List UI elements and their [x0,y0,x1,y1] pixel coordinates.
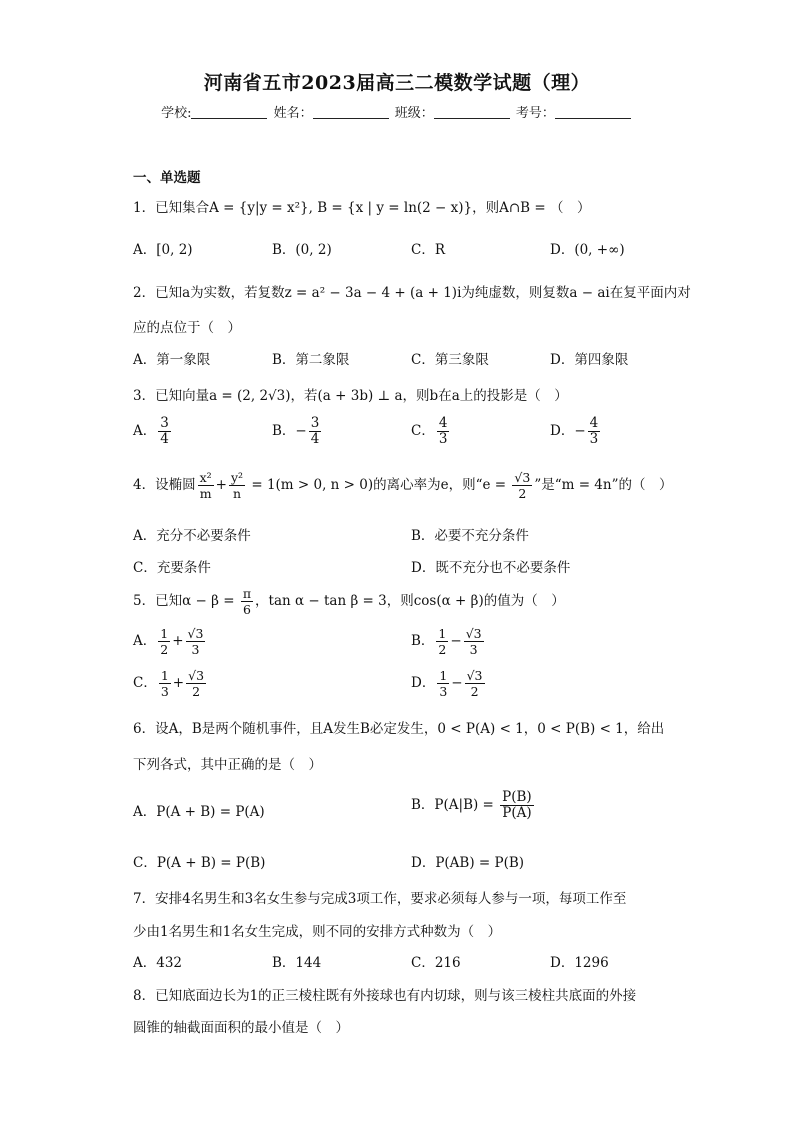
question-6-line-2: 下列各式，其中正确的是（ ） [133,757,322,773]
question-1-option-d: D．(0, +∞) [550,242,625,258]
question-7-option-d: D．1296 [550,955,609,971]
question-7-line-2: 少由1名男生和1名女生完成，则不同的安排方式种数为（ ） [133,924,502,940]
question-4-option-c: C．充要条件 [133,560,211,576]
question-2-line-1: 2．已知a为实数，若复数z = a² − 3a − 4 + (a + 1)i为纯虚数，则复数a − ai在复平面内对 [133,285,691,301]
name-label: 姓名： [273,106,313,121]
question-5-option-a: A． $\frac{1}{2}$ + $\frac{√3}{3}$ [133,626,204,657]
question-5-option-d: D． $\frac{1}{3}$ − $\frac{√3}{2}$ [411,668,483,699]
question-1-option-a: A．[0, 2) [133,242,193,258]
school-blank [191,105,267,119]
question-3-stem: 3．已知向量a = (2, 2√3)，若(a + 3b) ⊥ a，则b在a上的投影是（ ） [133,388,568,404]
number-label: 考号： [515,106,555,121]
page-title: 河南省五市2023届高三二模数学试题（理） [203,72,591,94]
question-3-option-b: B．− $\frac{3}{4}$ [272,415,320,447]
question-1-stem: 1．已知集合A = {y|y = x²}, B = {x | y = ln(2 − x)}，则A∩B = （ ） [133,200,591,216]
question-7-option-b: B．144 [272,955,322,971]
question-6-option-c: C．P(A + B) = P(B) [133,855,266,871]
question-5-stem: 5．已知α − β = $\frac{\pi}{6}$ ，tan α − tan β = 3，则cos(α + β)的值为（ ） [133,586,565,617]
question-1-option-b: B．(0, 2) [272,242,332,258]
question-6-option-a: A．P(A + B) = P(A) [133,804,265,820]
question-3-option-d: D．− $\frac{4}{3}$ [550,415,599,447]
question-4-option-a: A．充分不必要条件 [133,528,251,544]
question-6-option-b: B．P(A|B) = $\frac{P(B)}{P(A)}$ [411,789,532,821]
school-label: 学校: [161,106,192,121]
question-2-option-c: C．第三象限 [411,352,489,368]
question-2-option-a: A．第一象限 [133,352,211,368]
question-7-line-1: 7．安排4名男生和3名女生参与完成3项工作，要求必须每人参与一项，每项工作至 [133,891,627,907]
question-7-option-a: A．432 [133,955,183,971]
question-6-line-1: 6．设A，B是两个随机事件，且A发生B必定发生，0 < P(A) < 1，0 < P(B) < 1，给出 [133,721,665,737]
section-title: 一、单选题 [133,170,201,186]
question-2-option-b: B．第二象限 [272,352,350,368]
class-blank [434,105,510,119]
question-3-option-a: A． $\frac{3}{4}$ [133,415,169,447]
question-8-line-1: 8．已知底面边长为1的正三棱柱既有外接球也有内切球，则与该三棱柱共底面的外接 [133,988,637,1004]
question-4-option-d: D．既不充分也不必要条件 [411,560,571,576]
question-3-option-c: C． $\frac{4}{3}$ [411,415,448,447]
student-info-line [0,102,794,121]
question-1-option-c: C．R [411,242,445,258]
question-5-option-b: B． $\frac{1}{2}$ − $\frac{√3}{3}$ [411,626,482,657]
question-4-stem: 4．设椭圆 $\frac{\text{x²}}{m}$ + $\frac{\text{y²}}{n}$ = 1(m > 0, n > 0)的离心率为e，则“e = $\frac{√3}{2}$ ”是“m = 4n”的（ ） [133,470,673,501]
question-8-line-2: 圆锥的轴截面面积的最小值是（ ） [133,1020,349,1036]
question-7-option-c: C．216 [411,955,461,971]
question-2-option-d: D．第四象限 [550,352,629,368]
class-label: 班级： [394,106,434,121]
question-6-option-d: D．P(AB) = P(B) [411,855,525,871]
question-2-line-2: 应的点位于（ ） [133,320,241,336]
question-5-option-c: C． $\frac{1}{3}$ + $\frac{√3}{2}$ [133,668,205,699]
question-4-option-b: B．必要不充分条件 [411,528,529,544]
number-blank [555,105,631,119]
name-blank [313,105,389,119]
